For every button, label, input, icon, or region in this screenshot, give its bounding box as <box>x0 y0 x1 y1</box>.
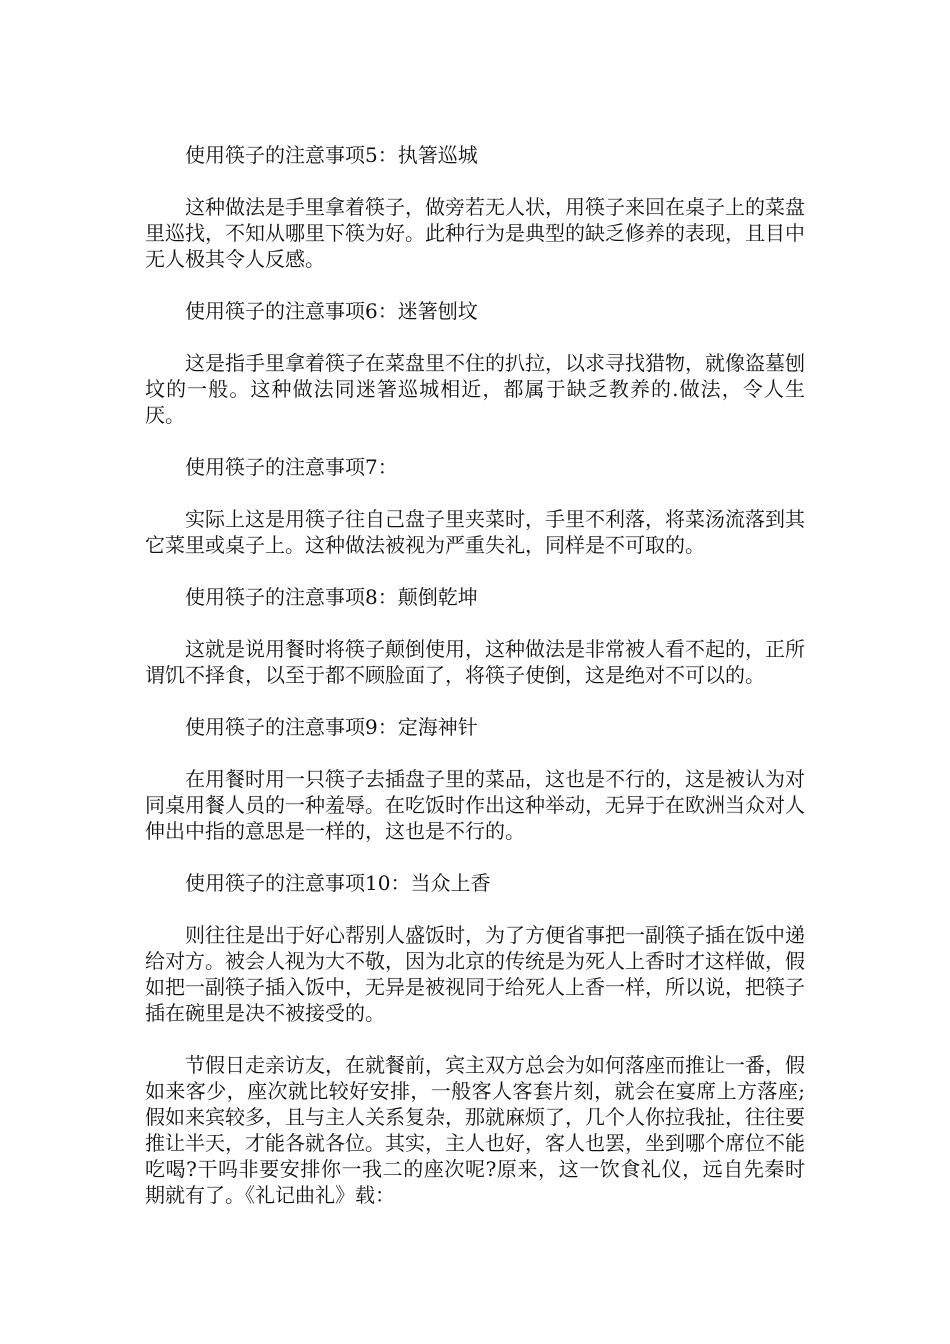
section-paragraph: 实际上这是用筷子往自己盘子里夹菜时，手里不利落，将菜汤流落到其它菜里或桌子上。这种做法被视为严重失礼，同样是不可取的。 <box>145 507 805 557</box>
section-heading: 使用筷子的注意事项9：定海神针 <box>185 715 478 739</box>
section-paragraph: 这种做法是手里拿着筷子，做旁若无人状，用筷子来回在桌子上的菜盘里巡找，不知从哪里下筷为好。此种行为是典型的缺乏修养的表现，且目中无人极其令人反感。 <box>145 195 805 271</box>
closing-paragraph: 节假日走亲访友，在就餐前，宾主双方总会为如何落座而推让一番，假如来客少，座次就比较好安排，一般客人客套片刻，就会在宴席上方落座;假如来宾较多，且与主人关系复杂，那就麻烦了，几个人你拉我扯，往往要推让半天，才能各就各位。其实，主人也好，客人也罢，坐到哪个席位不能吃喝?干吗非要安排你一我二的座次呢?原来，这一饮食礼仪，远自先秦时期就有了。《礼记曲礼》载： <box>145 1053 805 1207</box>
document-body <box>145 142 805 1208</box>
section-heading: 使用筷子的注意事项8：颠倒乾坤 <box>185 585 478 609</box>
section-paragraph: 在用餐时用一只筷子去插盘子里的菜品，这也是不行的，这是被认为对同桌用餐人员的一种羞辱。在吃饭时作出这种举动，无异于在欧洲当众对人伸出中指的意思是一样的，这也是不行的。 <box>145 767 805 843</box>
section-heading: 使用筷子的注意事项7： <box>185 455 398 479</box>
section-heading: 使用筷子的注意事项10：当众上香 <box>185 871 491 895</box>
section-paragraph: 这是指手里拿着筷子在菜盘里不住的扒拉，以求寻找猎物，就像盗墓刨坟的一般。这种做法同迷箸巡城相近，都属于缺乏教养的.做法，令人生厌。 <box>145 351 805 427</box>
section-heading: 使用筷子的注意事项5：执箸巡城 <box>185 143 478 167</box>
section-paragraph: 则往往是出于好心帮别人盛饭时，为了方便省事把一副筷子插在饭中递给对方。被会人视为大不敬，因为北京的传统是为死人上香时才这样做，假如把一副筷子插入饭中，无异是被视同于给死人上香一样，所以说，把筷子插在碗里是决不被接受的。 <box>145 923 805 1025</box>
section-heading: 使用筷子的注意事项6：迷箸刨坟 <box>185 299 478 323</box>
section-paragraph: 这就是说用餐时将筷子颠倒使用，这种做法是非常被人看不起的，正所谓饥不择食，以至于都不顾脸面了，将筷子使倒，这是绝对不可以的。 <box>145 637 805 687</box>
